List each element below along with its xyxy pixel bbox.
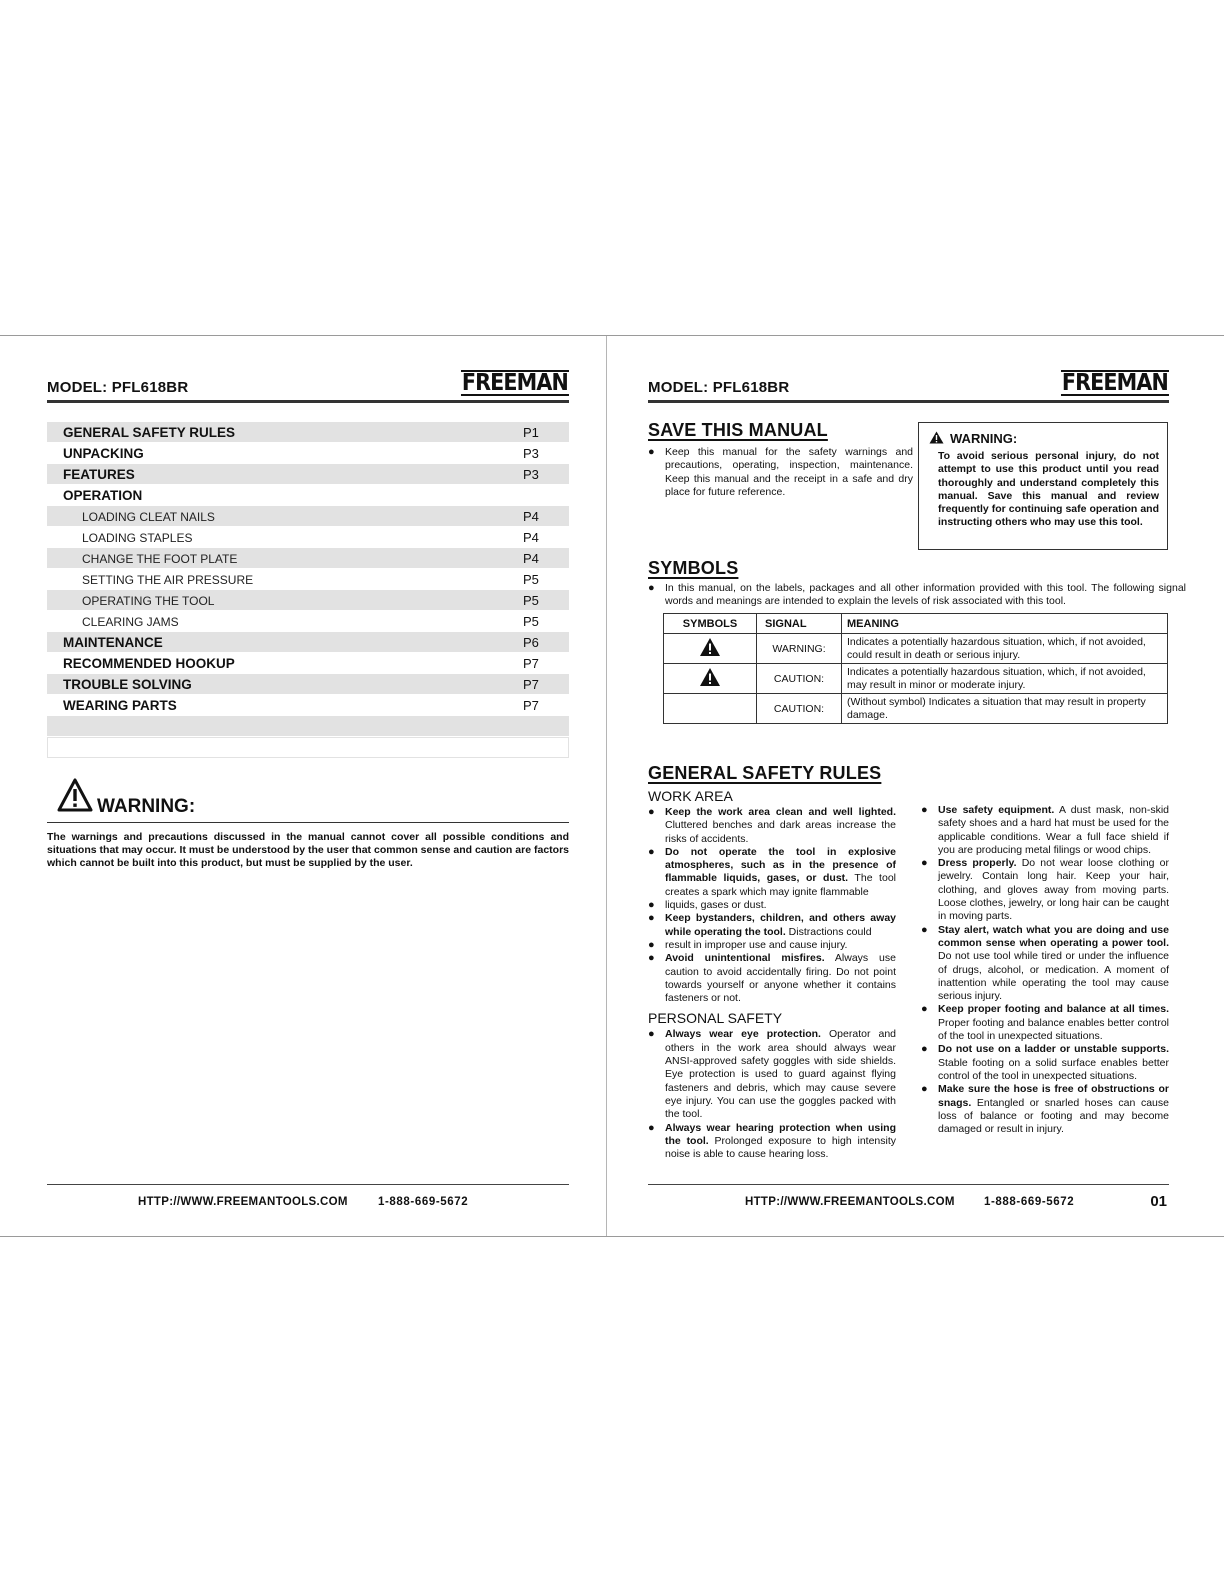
toc-page: P3 (523, 446, 539, 461)
safety-rule-lead: Avoid unintentional misfires. (665, 952, 825, 965)
left-header (47, 364, 569, 403)
warning-box-text: To avoid serious personal injury, do not attempt to use this product until you read thoroughly and understand completely this manual. Save this manual and review frequently for continuing safe operation and instructing others who may use this tool. (938, 450, 1159, 529)
safety-rule-text: Entangled or snarled hoses can cause loss of balance or footing and may become damaged or result in injury. (938, 1096, 1169, 1136)
left-warning (47, 776, 569, 870)
table-row (664, 664, 1168, 694)
safety-rule-text: Prolonged exposure to high intensity noise is able to cause hearing loss. (665, 1134, 897, 1161)
toc-page: P3 (523, 467, 539, 482)
warning-heading (47, 776, 569, 823)
col-signal: SIGNAL (757, 614, 842, 634)
toc-row[interactable] (47, 422, 569, 443)
safety-rule (648, 846, 896, 899)
toc-title: OPERATING THE TOOL (82, 594, 215, 608)
signal-cell: WARNING: (757, 634, 842, 664)
footer-url[interactable]: HTTP://WWW.FREEMANTOOLS.COM (138, 1196, 348, 1208)
work-area-heading: WORK AREA (648, 788, 733, 804)
safety-rule (648, 806, 896, 846)
manual-spread (0, 335, 1224, 1237)
warning-triangle-icon (699, 637, 721, 657)
toc-row[interactable] (47, 548, 569, 569)
toc-title: LOADING CLEAT NAILS (82, 510, 215, 524)
safety-rule-lead: Stay alert, watch what you are doing and use common sense when operating a power tool. (938, 923, 1169, 949)
model-label: MODEL: PFL618BR (648, 379, 790, 396)
safety-rule-text: Operator and others in the work area should always wear ANSI-approved safety goggles with side shields. Eye protection is used to guard against flying fasteners and debris, which may cause severe eye injury. You can use the goggles packed with the tool. (665, 1028, 896, 1121)
warning-triangle-icon (929, 431, 944, 444)
safety-rule-lead: Do not operate the tool in explosive atmospheres, such as in the presence of flammable liquids, gases, or dust. (665, 845, 896, 885)
signal-cell: CAUTION: (757, 694, 842, 724)
safety-rule-text: Stable footing on a solid surface enables better control of the tool in unexpected situations. (938, 1056, 1169, 1082)
toc-row[interactable] (47, 464, 569, 485)
warning-title: WARNING: (97, 796, 196, 817)
toc-title: FEATURES (63, 467, 135, 482)
toc-page: P5 (523, 614, 539, 629)
toc-row[interactable] (47, 527, 569, 548)
toc-title: GENERAL SAFETY RULES (63, 425, 236, 440)
footer-phone: 1-888-669-5672 (378, 1196, 469, 1208)
meaning-cell: Indicates a potentially hazardous situation, which, if not avoided, could result in death or serious injury. (842, 634, 1168, 664)
toc-page: P7 (523, 698, 539, 713)
page-number: 01 (1150, 1193, 1167, 1210)
right-header (648, 364, 1169, 403)
safety-rule (921, 924, 1169, 1004)
symbol-cell (664, 694, 757, 724)
warning-box (918, 422, 1168, 550)
safety-rule-text: liquids, gases or dust. (665, 899, 767, 912)
toc-title: OPERATION (63, 488, 143, 503)
warning-text: The warnings and precautions discussed in the manual cannot cover all possible conditions and situations that may occur. It must be understood by the user that common sense and caution are factors which cannot be built into this product, but must be supplied by the user. (47, 831, 569, 869)
safety-rule-text: result in improper use and cause injury. (665, 938, 848, 951)
general-safety-heading: GENERAL SAFETY RULES (648, 763, 882, 783)
safety-rule (921, 1043, 1169, 1083)
toc-title: CHANGE THE FOOT PLATE (82, 552, 238, 566)
toc-title: WEARING PARTS (63, 698, 177, 713)
toc-row[interactable] (47, 569, 569, 590)
toc-page: P6 (523, 635, 539, 650)
toc-row[interactable] (47, 695, 569, 716)
signal-cell: CAUTION: (757, 664, 842, 694)
toc-page: P5 (523, 572, 539, 587)
warning-box-title: WARNING: (950, 431, 1018, 446)
safety-rule-text: Do not use tool while tired or under the influence of drugs, alcohol, or medication. A moment of inattention while operating the tool may cause serious injury. (938, 950, 1169, 1003)
safety-rule-text: Cluttered benches and dark areas increase the risks of accidents. (665, 819, 896, 845)
safety-rule-lead: Keep the work area clean and well lighted. (665, 806, 896, 818)
toc-title: CLEARING JAMS (82, 615, 179, 629)
warning-box-heading (929, 431, 1017, 446)
safety-rule-text: Proper footing and balance enables better control of the tool in unexpected situations. (938, 1016, 1169, 1043)
safety-rule (921, 857, 1169, 923)
meaning-cell: (Without symbol) Indicates a situation that may result in property damage. (842, 694, 1168, 724)
safety-column-right (921, 804, 1169, 1136)
toc-page: P7 (523, 677, 539, 692)
safety-rule (648, 1122, 896, 1162)
toc-row[interactable] (47, 443, 569, 464)
personal-safety-heading: PERSONAL SAFETY (648, 1010, 783, 1027)
symbols-intro: ● In this manual, on the labels, packages and all other information provided with this tool. The following signal words and meanings are intended to explain the levels of risk associated with this tool. (648, 582, 1186, 609)
col-meaning: MEANING (842, 614, 1168, 634)
safety-rule-text: Always use caution to avoid accidentally firing. Do not point towards yourself or anyone whether it contains fasteners or not. (665, 952, 896, 1005)
symbol-cell (664, 664, 757, 694)
toc-row[interactable] (47, 653, 569, 674)
safety-rule (921, 1083, 1169, 1136)
toc-title: UNPACKING (63, 446, 144, 461)
table-row (664, 634, 1168, 664)
left-page (47, 336, 569, 1236)
symbol-cell (664, 634, 757, 664)
safety-rule (921, 1003, 1169, 1043)
safety-rule-lead: Always wear eye protection. (665, 1028, 821, 1041)
model-label: MODEL: PFL618BR (47, 379, 189, 396)
footer-phone: 1-888-669-5672 (984, 1196, 1075, 1208)
symbols-heading: SYMBOLS (648, 558, 739, 578)
safety-rule-text: Do not wear loose clothing or jewelry. Contain long hair. Keep your hair, clothing, and gloves away from moving parts. Loose clothes, jewelry, or long hair can be caught in moving parts. (938, 857, 1169, 923)
toc-page: P1 (523, 425, 539, 440)
toc-row[interactable] (47, 590, 569, 611)
safety-rule-lead: Do not use on a ladder or unstable supports. (938, 1043, 1169, 1056)
toc-blank-row (47, 716, 569, 737)
warning-triangle-icon (699, 667, 721, 687)
right-page (648, 336, 1186, 1236)
footer-url[interactable]: HTTP://WWW.FREEMANTOOLS.COM (745, 1196, 955, 1208)
right-footer (648, 1184, 1169, 1210)
safety-rule-lead: Always wear hearing protection when using the tool. (665, 1121, 896, 1147)
safety-rule (648, 1028, 896, 1121)
safety-rule-lead: Make sure the hose is free of obstructions or snags. (938, 1083, 1169, 1109)
save-manual-heading: SAVE THIS MANUAL (648, 420, 828, 440)
table-header-row (664, 614, 1168, 634)
safety-rule-text: The tool creates a spark which may ignite flammable (665, 872, 896, 898)
toc-page: P4 (523, 530, 539, 545)
toc-row[interactable] (47, 611, 569, 632)
personal-safety-list (648, 1028, 896, 1161)
safety-rule-lead: Dress properly. (938, 857, 1017, 870)
safety-rule (921, 804, 1169, 857)
safety-rule-text: A dust mask, non-skid safety shoes and a hard hat must be used for the applicable conditions. Wear a full face shield if you are producing metal filings or wood chips. (938, 804, 1169, 856)
meaning-cell: Indicates a potentially hazardous situation, which, if not avoided, may result in minor or moderate injury. (842, 664, 1168, 694)
safety-rule (648, 952, 896, 1005)
save-manual-text: ● Keep this manual for the safety warnings and precautions, operating, inspection, maintenance. Keep this manual and the receipt in a safe and dry place for future reference. (648, 446, 913, 499)
safety-rule (648, 899, 896, 912)
safety-rule-lead: Use safety equipment. (938, 804, 1055, 816)
toc-row[interactable] (47, 485, 569, 506)
warning-triangle-icon (57, 778, 93, 812)
toc-title: LOADING STAPLES (82, 531, 193, 545)
toc-page: P5 (523, 593, 539, 608)
toc-row[interactable] (47, 506, 569, 527)
toc-row[interactable] (47, 632, 569, 653)
toc-row[interactable] (47, 674, 569, 695)
safety-rule-lead: Keep bystanders, children, and others away while operating the tool. (665, 912, 896, 938)
page-spine (606, 336, 607, 1236)
toc-title: MAINTENANCE (63, 635, 163, 650)
safety-rule-lead: Keep proper footing and balance at all times. (938, 1003, 1169, 1016)
table-row (664, 694, 1168, 724)
toc-title: TROUBLE SOLVING (63, 677, 192, 692)
safety-rules-list (921, 804, 1169, 1136)
toc-title: SETTING THE AIR PRESSURE (82, 573, 254, 587)
safety-rule (648, 912, 896, 939)
safety-rule-text: Distractions could (785, 925, 872, 938)
left-footer (47, 1184, 569, 1208)
toc-title: RECOMMENDED HOOKUP (63, 656, 235, 671)
toc-blank-row (47, 737, 569, 758)
symbols-table (663, 613, 1168, 724)
table-of-contents (47, 422, 569, 758)
toc-page: P7 (523, 656, 539, 671)
col-symbols: SYMBOLS (664, 614, 757, 634)
work-area-list (648, 806, 896, 1005)
toc-page: P4 (523, 509, 539, 524)
safety-rule (648, 939, 896, 952)
safety-column-left (648, 788, 896, 1161)
freeman-logo: FREEMAN (1062, 370, 1169, 396)
freeman-logo: FREEMAN (462, 370, 569, 396)
toc-page: P4 (523, 551, 539, 566)
